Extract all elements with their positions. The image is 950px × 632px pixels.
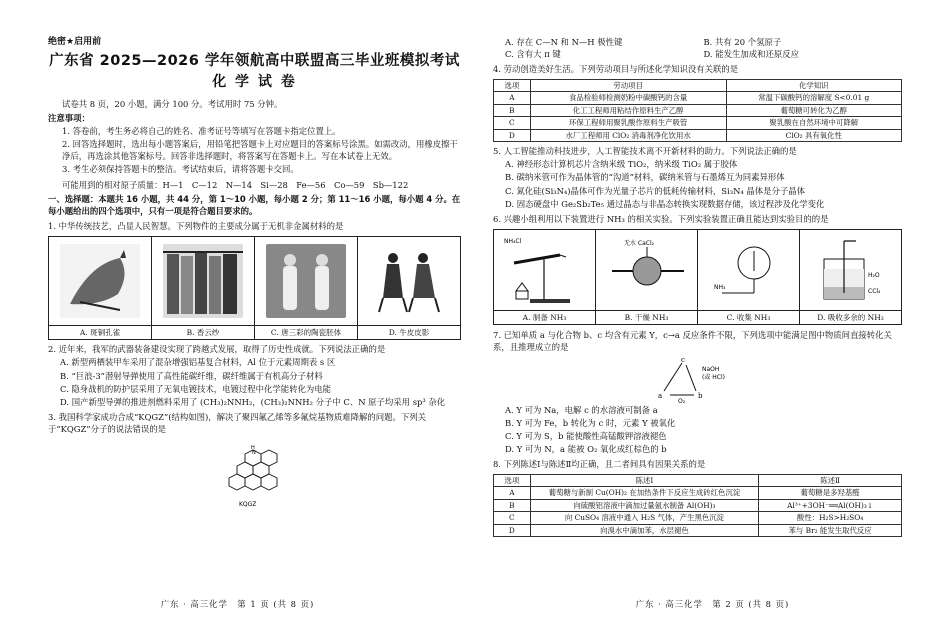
q3-options-row	[493, 36, 902, 48]
q6-option-c	[698, 230, 800, 324]
kqgz-structure	[48, 440, 461, 510]
table-cell: 环保工程师用聚乳酸作原料生产吸管	[530, 117, 726, 130]
table-cell: 苯与 Br₂ 能发生取代反应	[759, 524, 902, 537]
node-b: b	[697, 391, 702, 400]
exam-title: 广东省 2025—2026 学年领航高中联盟高三毕业班模拟考试	[49, 53, 460, 70]
table-cell: 葡萄糖是多羟基醛	[759, 487, 902, 500]
q6-caption: D. 吸收多余的 NH₃	[800, 310, 901, 324]
q4-table	[493, 79, 902, 143]
table-cell: 水厂工程师用 ClO₂ 消毒剂净化饮用水	[530, 129, 726, 142]
heating-apparatus-icon	[500, 233, 590, 307]
question-2: 2. 近年来，我军的武器装备建设实现了跨越式发展，取得了历史性成就。下列说法正确的是	[48, 344, 386, 355]
table-cell: C	[494, 512, 531, 525]
absorption-beaker-icon	[806, 233, 896, 307]
q1-option-a	[49, 237, 152, 339]
table-cell: 葡萄糖可转化为乙醇	[726, 104, 901, 117]
notice-item: 2. 回答选择题时，选出每小题答案后，用铅笔把答题卡上对应题目的答案标号涂黑。如需改动，用橡皮擦干净后，再选涂其他答案标号。回答非选择题时，将答案写在答题卡上。写在本试卷上无效。	[62, 138, 458, 162]
q6-option-d	[800, 230, 901, 324]
table-row	[494, 117, 902, 130]
shadow-puppet-image	[369, 244, 449, 318]
table-cell: ClO₂ 具有氧化性	[726, 129, 901, 142]
table-cell: B	[494, 499, 531, 512]
table-cell: A	[494, 92, 531, 105]
svg-text:N: N	[251, 449, 256, 456]
q3-option-a: A. 存在 C—N 和 N—H 极性键	[505, 37, 623, 47]
condition-naoh: NaOH	[701, 365, 719, 373]
table-cell: 向硫酸铝溶液中滴加过量氨水制备 Al(OH)₃	[530, 499, 758, 512]
q6-option-b	[596, 230, 698, 324]
table-header-row	[494, 79, 902, 92]
question-6: 6. 兴趣小组利用以下装置进行 NH₃ 的相关实验。下列实验装置正确且能达到实验目的的是	[493, 214, 829, 224]
q5-option-d: D. 固态硬盘中 Ge₂Sb₂Te₅ 通过晶态与非晶态转换实现数据存储，该过程涉及化学变化	[505, 198, 825, 209]
table-header: 陈述Ⅱ	[759, 474, 902, 487]
table-cell: D	[494, 524, 531, 537]
table-cell: 向 CuSO₄ 溶液中通入 H₂S 气体，产生黑色沉淀	[530, 512, 758, 525]
q7-option-a: A. Y 可为 Na，电解 c 的水溶液可制备 a	[505, 404, 658, 415]
atomic-masses: 可能用到的相对原子质量：H—1 C—12 N—14 Si—28 Fe—56 Co—59 Sb—122	[62, 180, 409, 191]
table-header: 选项	[494, 474, 531, 487]
notice-heading: 注意事项：	[48, 112, 90, 123]
nh4cl-label: NH₄Cl	[503, 238, 521, 246]
q1-image-row	[48, 236, 461, 340]
q1-option-c	[255, 237, 358, 339]
q6-apparatus-row	[493, 229, 902, 325]
q6-caption: B. 干燥 NH₃	[596, 310, 697, 324]
ccl4-label: CCl₄	[867, 288, 880, 296]
page-2	[475, 0, 950, 632]
q3-option-c: C. 含有大 π 键	[505, 49, 561, 60]
question-7: 7. 已知单质 a 与化合物 b、c 均含有元素 Y，c→a 反应条件不限，下列选项中能满足图中物质间直接转化关系，且推理成立的是	[493, 330, 892, 353]
q1-caption: C. 唐三彩的陶瓷胚体	[255, 325, 357, 339]
table-row	[494, 129, 902, 142]
q6-caption: C. 收集 NH₃	[698, 310, 799, 324]
notice-item: 1. 答卷前，考生务必将自己的姓名、准考证号等填写在答题卡指定位置上。	[62, 125, 341, 136]
table-cell: 向溴水中滴加苯，水层褪色	[530, 524, 758, 537]
table-cell: A	[494, 487, 531, 500]
q2-option-d: D. 国产新型导弹的推进剂燃料采用了 (CH₃)₂NNH₂，(CH₃)₂NNH₂ 分子中 C、N 原子均采用 sp³ 杂化	[60, 396, 446, 407]
q3-option-b: B. 共有 20 个氢原子	[703, 37, 782, 47]
table-header: 化学知识	[726, 79, 901, 92]
q2-option-b: B. “巨浪-3”潜射导弹使用了高性能碳纤维，碳纤维属于有机高分子材料	[60, 370, 323, 381]
page-footer: 广东 · 高三化学 第 2 页 (共 8 页)	[635, 598, 790, 609]
condition-o2: O₂	[677, 397, 685, 403]
table-header-row	[494, 474, 902, 487]
molecule-label: KQGZ	[238, 500, 256, 508]
node-c: c	[680, 355, 685, 364]
q6-option-a	[494, 230, 596, 324]
table-cell: 酸性：H₂S>H₂SO₄	[759, 512, 902, 525]
question-8: 8. 下列陈述Ⅰ与陈述Ⅱ均正确，且二者间具有因果关系的是	[493, 459, 706, 470]
q7-option-b: B. Y 可为 Fe，b 转化为 c 时，元素 Y 被氧化	[505, 417, 676, 428]
table-cell: 食品检验师检测奶粉中碳酸钙的含量	[530, 92, 726, 105]
peacock-image	[60, 244, 140, 318]
table-header: 选项	[494, 79, 531, 92]
q1-caption: A. 斑铜孔雀	[49, 325, 151, 339]
h2o-label: H₂O	[867, 272, 880, 280]
silk-clothes-image	[163, 244, 243, 318]
q1-caption: B. 香云纱	[152, 325, 254, 339]
q7-option-c: C. Y 可为 S，b 能使酸性高锰酸钾溶液褪色	[505, 430, 667, 441]
table-header: 劳动项目	[530, 79, 726, 92]
q8-table	[493, 474, 902, 538]
table-row	[494, 524, 902, 537]
table-cell: B	[494, 104, 531, 117]
table-cell: D	[494, 129, 531, 142]
table-cell: Al³⁺+3OH⁻══Al(OH)₃↓	[759, 499, 902, 512]
table-cell: 葡萄糖与新制 Cu(OH)₂ 在加热条件下反应生成砖红色沉淀	[530, 487, 758, 500]
cacl2-label: 无水 CaCl₂	[623, 240, 654, 248]
condition-hcl: (或 HCl)	[701, 373, 725, 381]
question-3: 3. 我国科学家成功合成“KQGZ”(结构如图)，解决了聚四氟乙烯等多氟烷基物质难降解的问题。下列关于“KQGZ”分子的说法错误的是	[48, 412, 427, 435]
table-cell: 聚乳酸在自然环境中可降解	[726, 117, 901, 130]
q7-triangle-diagram	[493, 355, 902, 403]
question-5: 5. 人工智能推动科技进步，人工智能技术离不开新材料的助力。下列说法正确的是	[493, 146, 797, 157]
q5-option-c: C. 氮化硅(Si₃N₄)晶体可作为光量子芯片的低耗传输材料，Si₃N₄ 晶体是分子晶体	[505, 185, 806, 196]
question-4: 4. 劳动创造美好生活。下列劳动项目与所述化学知识没有关联的是	[493, 64, 739, 75]
q2-option-a: A. 新型两栖装甲车采用了混杂增强铝基复合材料，Al 位于元素周期表 s 区	[60, 357, 336, 368]
table-cell: 常温下碳酸钙的溶解度 S<0.01 g	[726, 92, 901, 105]
table-row	[494, 499, 902, 512]
q5-option-b: B. 碳纳米管可作为晶体管的“沟道”材料，碳纳米管与石墨烯互为同素异形体	[505, 172, 785, 183]
subject-title: 化 学 试 卷	[212, 74, 297, 91]
table-row	[494, 487, 902, 500]
q1-option-b	[152, 237, 255, 339]
q1-caption: D. 牛皮皮影	[358, 325, 460, 339]
q3-option-d: D. 能发生加成和还原反应	[703, 49, 799, 60]
secret-mark: 绝密★启用前	[48, 37, 102, 47]
section-heading: 一、选择题：本题共 16 小题，共 44 分，第 1～10 小题，每小题 2 分；第 11～16 小题，每小题 4 分。在每小题给出的四个选项中，只有一项是符合题目要求的。	[48, 193, 461, 216]
notice-item: 3. 考生必须保持答题卡的整洁。考试结束后，请将答题卡交回。	[62, 164, 299, 175]
table-cell: 化工工程师用粘结作原料生产乙醇	[530, 104, 726, 117]
flask-collection-icon	[704, 233, 794, 307]
table-row	[494, 92, 902, 105]
drying-tube-icon	[602, 233, 692, 307]
conversion-triangle-icon	[618, 355, 778, 403]
q5-option-a: A. 神经形态计算机芯片含纳米级 TiO₂，纳米级 TiO₂ 属于胶体	[505, 159, 738, 170]
exam-intro: 试卷共 8 页，20 小题，满分 100 分。考试用时 75 分钟。	[62, 99, 283, 110]
question-1: 1. 中华传统技艺，凸显人民智慧。下列物件的主要成分属于无机非金属材料的是	[48, 221, 344, 232]
q7-option-d: D. Y 可为 N，a 能被 O₂ 氧化成红棕色的 b	[505, 444, 667, 455]
table-row	[494, 104, 902, 117]
ceramic-figure-image	[266, 244, 346, 318]
table-header: 陈述Ⅰ	[530, 474, 758, 487]
svg-text:H: H	[250, 444, 255, 451]
table-row	[494, 512, 902, 525]
q3-options-row	[493, 48, 902, 60]
table-cell: C	[494, 117, 531, 130]
q1-option-d	[358, 237, 460, 339]
nh3-label: NH₃	[713, 284, 725, 292]
molecule-structure-icon	[215, 440, 295, 510]
q2-option-c: C. 隐身战机的防护层采用了无氧电镀技术，电镀过程中化学能转化为电能	[60, 383, 332, 394]
q6-caption: A. 制备 NH₃	[494, 310, 595, 324]
node-a: a	[657, 391, 662, 400]
page-footer: 广东 · 高三化学 第 1 页 (共 8 页)	[160, 598, 315, 609]
